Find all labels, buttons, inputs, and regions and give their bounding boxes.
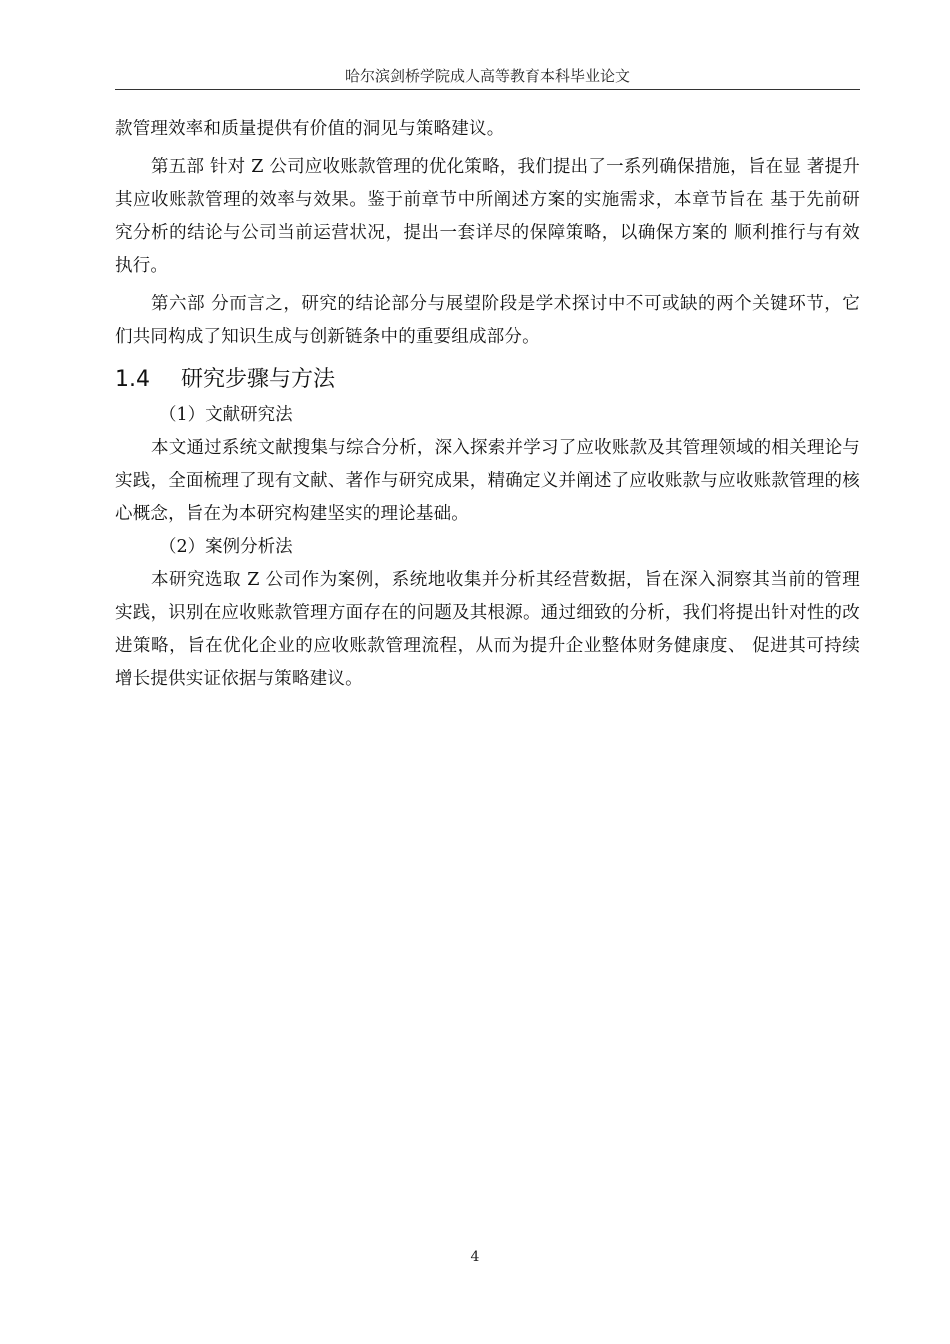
- running-header: 哈尔滨剑桥学院成人高等教育本科毕业论文: [344, 67, 630, 85]
- paragraph-part-five: 第五部 针对 Z 公司应收账款管理的优化策略，我们提出了一系列确保措施，旨在显 著提升其应收账款管理的效率与效果。鉴于前章节中所阐述方案的实施需求，本章节旨在 基于先前研究分析的结论与公司当前运营状况，提出一套详尽的保障策略，以确保方案的 顺利推行与有效执行。: [115, 157, 860, 276]
- section-title: 研究步骤与方法: [181, 367, 336, 392]
- page-number: 4: [470, 1249, 480, 1265]
- page-body: [115, 113, 860, 696]
- header-rule: [115, 89, 860, 90]
- paragraph-part-six: 第六部 分而言之，研究的结论部分与展望阶段是学术探讨中不可或缺的两个关键环节，它们共同构成了知识生成与创新链条中的重要组成部分。: [115, 294, 860, 347]
- method-label-case-study: （2）案例分析法: [159, 537, 293, 557]
- section-number: 1.4: [115, 367, 150, 392]
- method-text-case-study: 本研究选取 Z 公司作为案例，系统地收集并分析其经营数据，旨在深入洞察其当前的管理实践，识别在应收账款管理方面存在的问题及其根源。通过细致的分析，我们将提出针对性的改进策略，旨在优化企业的应收账款管理流程，从而为提升企业整体财务健康度、 促进其可持续增长提供实证依据与策略建议。: [115, 570, 860, 689]
- paragraph-continuation: 款管理效率和质量提供有价值的洞见与策略建议。: [115, 119, 505, 139]
- section-heading: [115, 361, 860, 399]
- method-label-literature: （1）文献研究法: [159, 405, 293, 425]
- method-text-literature: 本文通过系统文献搜集与综合分析，深入探索并学习了应收账款及其管理领域的相关理论与实践，全面梳理了现有文献、著作与研究成果，精确定义并阐述了应收账款与应收账款管理的核心概念，旨在为本研究构建坚实的理论基础。: [115, 438, 860, 524]
